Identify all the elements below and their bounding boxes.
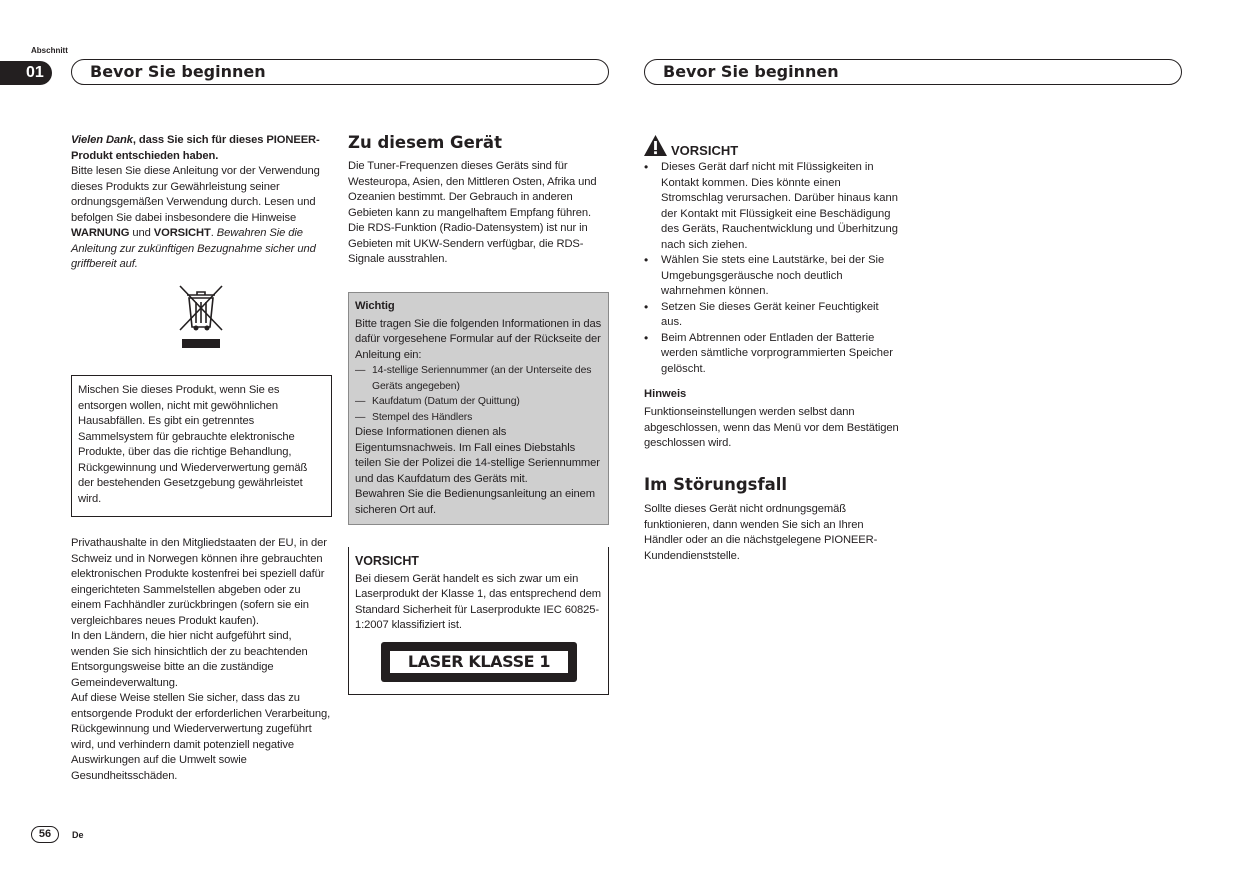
about-text: Die Tuner-Frequenzen dieses Geräts sind für Westeuropa, Asien, den Mittleren Osten, Afrika und Ozeanien bestimmt. Der Gebrauch in anderen Gebieten kann zu mangelhaftem Empfang führen. Die RDS-Funktion (Radio-Datensystem) ist nur in Gebieten mit UKW-Sendern verfügbar, die RDS-Signale ausstrahlen. (348, 160, 597, 265)
about-title: Zu diesem Gerät (348, 133, 502, 152)
important-item: — Stempel des Händlers (355, 411, 473, 423)
private-p2: In den Ländern, die hier nicht aufgeführt sind, wenden Sie sich hinsichtlich der zu beachtenden Entsorgungsweise bitte an die zuständige Gemeindeverwaltung. (71, 630, 308, 689)
intro-text: Bitte lesen Sie diese Anleitung vor der Verwendung dieses Produkts zur Gewährleistung seiner ordnungsgemäßen Verwendung durch. Lesen und befolgen Sie dabei insbesondere die Hinweise WARNUNG und VORSICHT. Bewahren Sie die Anleitung zur zukünftigen Bezugnahme sicher und griffbereit auf. (71, 165, 320, 270)
disposal-box (71, 375, 332, 517)
important-item: — 14-stellige Seriennummer (an der Unterseite des Geräts angegeben) (355, 365, 592, 392)
crossed-bin-icon (176, 284, 226, 350)
private-households (71, 536, 333, 784)
important-intro: Bitte tragen Sie die folgenden Informationen in das dafür vorgesehene Formular auf der Rückseite der Anleitung ein: (355, 317, 602, 361)
important-item: — Kaufdatum (Datum der Quittung) (355, 396, 520, 407)
caution-title: VORSICHT (671, 143, 739, 158)
laser-label (381, 642, 577, 682)
private-p1: Privathaushalte in den Mitgliedstaaten der EU, in der Schweiz und in Norwegen können ihre gebrauchten elektronischen Produkte kostenfrei bei speziell dafür eingerichteten Sammelstellen abgeben oder zu einem Fachhändler zurückbringen (sofern sie ein vergleichbares neues Produkt kaufen). (71, 537, 327, 627)
laser-title: VORSICHT (355, 554, 419, 568)
page-number: 56 (31, 826, 59, 843)
caution-list (644, 160, 901, 377)
important-title: Wichtig (355, 300, 395, 312)
warning-icon (643, 134, 668, 157)
caution-item: • Wählen Sie stets eine Lautstärke, bei der Sie Umgebungsgeräusche noch deutlich wahrnehmen können. (644, 253, 885, 297)
important-p2: Bewahren Sie die Bedienungsanleitung an einem sicheren Ort auf. (355, 488, 595, 516)
language-code: De (72, 830, 84, 840)
caution-item: • Beim Abtrennen oder Entladen der Batterie werden sämtliche vorprogrammierten Speicher gelöscht. (644, 330, 893, 375)
thanks-heading: Vielen Dank, dass Sie sich für dieses PIONEER-Produkt entschieden haben. (71, 134, 320, 162)
laser-text: Bei diesem Gerät handelt es sich zwar um ein Laserprodukt der Klasse 1, das entsprechend dem Standard Sicherheit für Laserprodukte IEC 60825-1:2007 klassifiziert ist. (355, 572, 601, 631)
caution-item: • Setzen Sie dieses Gerät keiner Feuchtigkeit aus. (644, 299, 879, 328)
important-box (348, 292, 609, 525)
laser-label-text: LASER KLASSE 1 (388, 649, 570, 675)
header-left: Bevor Sie beginnen (71, 59, 609, 85)
caution-item: • Dieses Gerät darf nicht mit Flüssigkeiten in Kontakt kommen. Dies könnte einen Stromschlag verursachen. Darüber hinaus kann der Kontakt mit Flüssigkeit eine Beschädigung des Geräts, Rauchentwicklung und Überhitzung nach sich ziehen. (644, 160, 898, 251)
section-label: Abschnitt (31, 46, 68, 55)
trouble-text: Sollte dieses Gerät nicht ordnungsgemäß funktionieren, dann wenden Sie sich an Ihren Händler oder an die nächstgelegene PIONEER-Kundendienststelle. (644, 503, 878, 562)
note-text: Funktionseinstellungen werden selbst dann abgeschlossen, wenn das Menü vor dem Bestätigen geschlossen wird. (644, 406, 899, 449)
section-number: 01 (0, 61, 52, 85)
intro-block (71, 133, 333, 273)
trouble-title: Im Störungsfall (644, 475, 788, 494)
header-right: Bevor Sie beginnen (644, 59, 1182, 85)
important-p1: Diese Informationen dienen als Eigentumsnachweis. Im Fall eines Diebstahls teilen Sie der Polizei die 14-stellige Seriennummer und das Kaufdatum des Geräts mit. (355, 426, 600, 485)
private-p3: Auf diese Weise stellen Sie sicher, dass das zu entsorgende Produkt der erforderlichen Verarbeitung, Rückgewinnung und Wiederverwertung zugeführt wird, und verhindern damit potenziell negative Auswirkungen auf die Umwelt sowie Gesundheitsschäden. (71, 692, 331, 782)
note-title: Hinweis (644, 388, 687, 400)
disposal-text: Mischen Sie dieses Produkt, wenn Sie es entsorgen wollen, nicht mit gewöhnlichen Hausabfällen. Es gibt ein getrenntes Sammelsystem für gebrauchte elektronische Produkte, über das die richtige Behandlung, Rückgewinnung und Wiederverwertung gemäß der bestehenden Gesetzgebung gewährleistet wird. (78, 384, 308, 505)
